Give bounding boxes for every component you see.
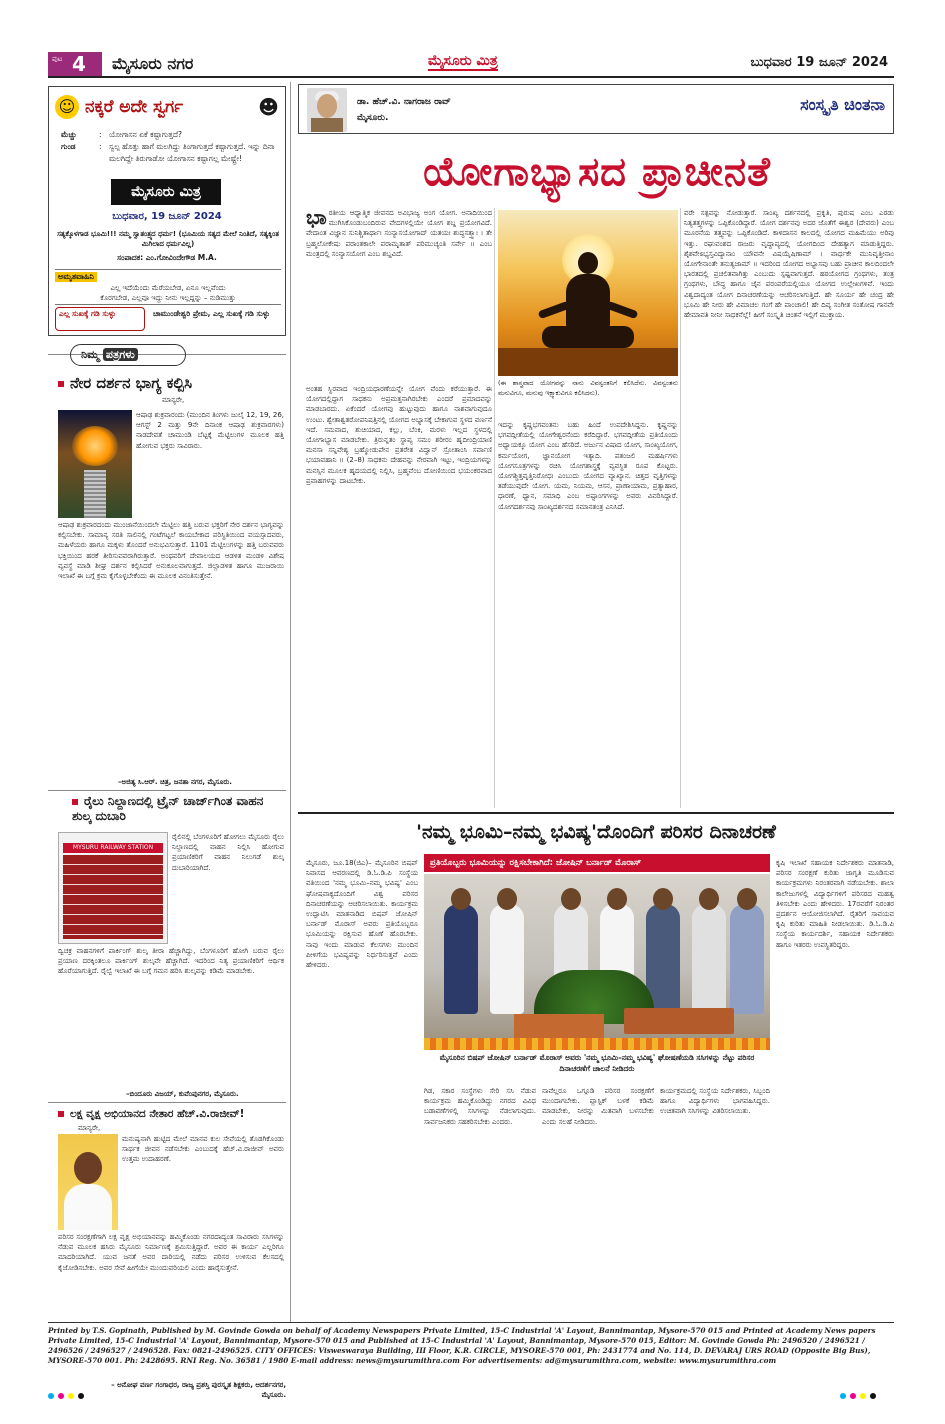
amrutha-vahini [55, 269, 281, 305]
letter-1-body-b: ಆಷಾಢ ಶುಕ್ರವಾರದಂದು ಮುಂಜಾನೆಯಿಂದಲೇ ಮೆಟ್ಟಿಲು ಹತ್ತಿ ಬರುವ ಭಕ್ತರಿಗೆ ನೇರ ದರ್ಶನ ಭಾಗ್ಯವನ್ನು ಕಲ್ಪಿಸಬೇಕು. ಸಾಮಾನ್ಯ ಸರತಿ ಸಾಲಿನಲ್ಲಿ ಗಂಟೆಗಟ್ಟಲೆ ಕಾಯಬೇಕಾದ ಪರಿಸ್ಥಿತಿಯಿಂದ ವಯಸ್ಸಾದವರು, ಮಹಿಳೆಯರು ಹಾಗೂ ಮಕ್ಕಳು ತೊಂದರೆ ಅನುಭವಿಸುತ್ತಾರೆ. 1101 ಮೆಟ್ಟಿಲುಗಳನ್ನು ಹತ್ತಿ ಬರುವವರು ಭಕ್ತಿಯಿಂದ ಹರಕೆ ತೀರಿಸುವವರಾಗಿರುತ್ತಾರೆ. ಅಂಥವರಿಗೆ ದೇವಾಲಯದ ಆಡಳಿತ ಮಂಡಳಿ ವಿಶೇಷ ವ್ಯವಸ್ಥೆ ಮಾಡಿ ಶೀಘ್ರ ದರ್ಶನ ಕಲ್ಪಿಸಿದರೆ ಅನುಕೂಲವಾಗುತ್ತದೆ. ಜಿಲ್ಲಾಡಳಿತ ಹಾಗೂ ಮುಜರಾಯಿ ಇಲಾಖೆ ಈ ಬಗ್ಗೆ ಕ್ರಮ ಕೈಗೊಳ್ಳಬೇಕೆಂದು ಈ ಮೂಲಕ ವಿನಂತಿಸುತ್ತೇನೆ. [58, 521, 284, 581]
nakkare-box [48, 86, 286, 336]
letter-1-headline: ನೇರ ದರ್ಶನ ಭಾಗ್ಯ ಕಲ್ಪಿಸಿ [58, 374, 192, 392]
column-divider [494, 208, 495, 808]
mysuru-mithra-logo: ಮೈಸೂರು ಮಿತ್ರ [111, 179, 221, 205]
environment-column-5: ಕೃಷಿ ಇಲಾಖೆ ಸಹಾಯಕ ನಿರ್ದೇಶಕರು ಮಾತನಾಡಿ, ಪರಿಸರ ಸಂರಕ್ಷಣೆ ಕುರಿತು ಜಾಗೃತಿ ಮೂಡಿಸುವ ಕಾರ್ಯಕ್ರಮಗಳು ನಿರಂತರವಾಗಿ ನಡೆಯಬೇಕು. ಶಾಲಾ ಕಾಲೇಜುಗಳಲ್ಲಿ ವಿದ್ಯಾರ್ಥಿಗಳಿಗೆ ಪರಿಸರದ ಮಹತ್ವ ತಿಳಿಸಬೇಕು ಎಂದು ಹೇಳಿದರು. 17ರವರೆಗೆ ನಿರಂತರ ಪ್ರದರ್ಶನ ಆಯೋಜಿಸಲಾಗಿದೆ. ರೈತರಿಗೆ ಸಾವಯವ ಕೃಷಿ ಕುರಿತು ಮಾಹಿತಿ ನೀಡಲಾಯಿತು. ಡಿ.ಓ.ಡಿ.ಪಿ ಸಂಸ್ಥೆಯ ಕಾರ್ಯದರ್ಶಿ, ಸಹಾಯಕ ನಿರ್ದೇಶಕರು ಹಾಗೂ ಇತರರು ಉಪಸ್ಥಿತರಿದ್ದರು. [776, 859, 894, 949]
letters-label-b: ಪತ್ರಗಳು [103, 348, 138, 361]
letter-3-salutation: ಮಾನ್ಯರೇ, [78, 1124, 101, 1132]
nakkare-joke: ಮೆಚ್ಚು : ಯೋಗಾಸನ ಏಕೆ ಕಷ್ಟಾಗುತ್ತದೆ? ಗುಂಡ : ಸ್ವಲ್ಪ ಹೊತ್ತು ಹಾಗೆ ಮಲಗಿದ್ದು ತಿಂಗಾಗುತ್ತದೆ ಕಷ್ಟಾಗುತ್ತದೆ. ಇನ್ನು ದಿನಾ ಮಲಗಿದ್ದೇ ತಿರುಗಾಡೋ ಯೋಗಾಸನ ಕಷ್ಟಾಗಲ್ಲ ಮೇಷ್ಟ್ರೇ! [61, 129, 277, 165]
nakkare-title: ನಕ್ಕರೆ ಅದೇ ಸ್ವರ್ಗ [85, 97, 184, 117]
letter-3-body-a: ಮನುಷ್ಯನಾಗಿ ಹುಟ್ಟಿದ ಮೇಲೆ ಮಾನವ ಕುಲ ಸೇವೆಯಲ್ಲಿ ತೊಡಗಿಕೊಂಡು ಸಾರ್ಥಕ ಜೀವನ ನಡೆಸಬೇಕು ಎಂಬುದಕ್ಕೆ ಹೆಚ್.ವಿ.ರಾಜೀವ್ ಅವರು ಉತ್ತಮ ಉದಾಹರಣೆ. [122, 1135, 284, 1164]
amrutha-heading: ಅಮೃತವಾಹಿನಿ [55, 272, 97, 282]
letters-label-a: ನಿಮ್ಮ [81, 348, 100, 361]
imprint-line: Printed by T.S. Gopinath, Published by M. Govinde Gowda on behalf of Academy Newspapers Private Limited, 15-C Industrial 'A' Layout, Bannimantap, Mysore-570 015 and Printed at Academy News papers Private Limited, 15-C Industrial 'A' Layout, Bannimantap, Mysore-570 015 and Published at 15-C Industrial 'A' Layout, Bannimantap, Mysore-570 015, Editor: M. Govinde Gowda Ph: 2496520 / 2496521 / 2496526 / 2496527 / 2496528. Fax: 0821-2496525. CITY OFFICES: Visweswaraya Building, III Floor, K.R. CIRCLE, MYSORE-570 001, Ph: 2431774 and No. 114, D. DEVARAJ URS ROAD (Opposite Big Bus), MYSORE-570 001. Ph: 2428695. RNI Reg. No. 36581 / 1980 E-mail address: news@mysurumithra.com For advertisements: ad@mysurumithra.com, website: www.mysurumithra.com [48, 1326, 876, 1365]
laughing-face-icon: ☺ [55, 95, 79, 119]
author-place: ಮೈಸೂರು. [357, 113, 389, 123]
footer-divider [48, 1322, 894, 1323]
article-column-1 [306, 208, 492, 382]
nakkare-tagline: ಸತ್ಯಕ್ಕೊಳಗಾಡ ಭೂಮಿ!!! ನಮ್ಮ ಸ್ವಾತಂತ್ರ್ಯದ ಧರ್ಮ! (ಭೂಮಿಯ ಸತ್ಯದ ಮೇಲೆ ನಿಂತಿದೆ, ಸತ್ಯಕ್ಕಿಂತ ಮಿಗಿಲಾದ ಧರ್ಮವಿಲ್ಲ) [57, 230, 279, 248]
amrutha-line-1: ಎಲ್ಲ ಇದೆಯೆಂದು ಮೆರೆಯಬೇಡ, ಏನೂ ಇಲ್ಲವೆಂದು [110, 284, 226, 292]
article-column-1b: ಅಂತಹ ಸ್ಥಿರವಾದ ಇಂದ್ರಿಯಧಾರಣೆಯನ್ನೇ ಯೋಗ ವೆಂದು ಕರೆಯುತ್ತಾರೆ. ಈ ಯೋಗದಲ್ಲಿದ್ದಾಗ ಸಾಧಕನು ಅಪ್ರಮತ್ತನಾಗಿರಬೇಕು ಎಂದರೆ ಪ್ರಮಾದವನ್ನು ಮಾಡಬಾರದು. ಏಕೆಂದರೆ ಯೋಗವು ಹುಟ್ಟುವುದು ಹಾಗೂ ನಾಶವಾಗುವುದೂ ಉಂಟು. ಶ್ವೇತಾಶ್ವತರೋಪನಿಷತ್ತಿನಲ್ಲಿ ಯೋಗದ ಅಭ್ಯಾಸಕ್ಕೆ ಬೇಕಾಗುವ ಸ್ಥಳದ ವರ್ಣನೆ ಇದೆ. ಸಮವಾದ, ಶುಚಿಯಾದ, ಕಲ್ಲು, ಬೆಂಕಿ, ಮರಳು ಇಲ್ಲದ ಸ್ಥಳದಲ್ಲಿ ಯೋಗಾಭ್ಯಾಸ ಮಾಡಬೇಕು. ತ್ರಿರುನ್ನತಂ ಸ್ಥಾಪ್ಯ ಸಮಂ ಶರೀರಂ ಹೃದೀಂದ್ರಿಯಾಣಿ ಮನಸಾ ಸನ್ನಿವೇಶ್ಯ ಬ್ರಹ್ಮೋಡುಪೇನ ಪ್ರತರೇತ ವಿದ್ವಾನ್ ಸ್ರೋತಾಂಸಿ ಸರ್ವಾಣಿ ಭಯಾವಹಾನಿ ॥ (2–8) ಸಾಧಕನು ದೇಹವನ್ನು ನೇರವಾಗಿ ಇಟ್ಟು, ಇಂದ್ರಿಯಗಳನ್ನು ಮನಸ್ಸಿನ ಮೂಲಕ ಹೃದಯದಲ್ಲಿ ನಿಲ್ಲಿಸಿ, ಬ್ರಹ್ಮವೆಂಬ ದೋಣಿಯಿಂದ ಭಯಂಕರವಾದ ಪ್ರವಾಹಗಳನ್ನು ದಾಟಬೇಕು. [306, 385, 492, 485]
environment-column-4: ಕಾರ್ಯಕ್ರಮದಲ್ಲಿ ಸಂಸ್ಥೆಯ ನಿರ್ದೇಶಕರು, ಸಿಬ್ಬಂದಿ ಹಾಗೂ ವಿದ್ಯಾರ್ಥಿಗಳು ಭಾಗವಹಿಸಿದ್ದರು. ಉಚಿತವಾಗಿ ಸಸಿಗಳನ್ನು ವಿತರಿಸಲಾಯಿತು. [660, 1087, 770, 1116]
environment-column-2: ಗಿಡ, ಸಕಾರ ಸಂಸ್ಥೆಗಳು ಸೇರಿ ಸಸಿ ನೆಡುವ ಕಾರ್ಯಕ್ರಮ ಹಮ್ಮಿಕೊಂಡಿದ್ದು ನಗರದ ವಿವಿಧ ಬಡಾವಣೆಗಳಲ್ಲಿ ಸಸಿಗಳನ್ನು ನೆಡಲಾಗುವುದು. ಸಾರ್ವಜನಿಕರು ಸಹಕರಿಸಬೇಕು ಎಂದರು. [424, 1087, 536, 1126]
left-column [48, 82, 286, 1399]
environment-headline: 'ನಮ್ಮ ಭೂಮಿ–ನಮ್ಮ ಭವಿಷ್ಯ'ದೊಂದಿಗೆ ಪರಿಸರ ದಿನಾಚರಣೆ [416, 821, 776, 843]
chamundi-hill-photo [58, 410, 132, 518]
cartoon-figure-icon: ☻ [258, 95, 279, 119]
article-headline: ಯೋಗಾಭ್ಯಾಸದ ಪ್ರಾಚೀನತೆ [423, 149, 771, 195]
registration-marks [840, 1392, 900, 1400]
letter-2-headline: ರೈಲು ನಿಲ್ದಾಣದಲ್ಲಿ ಟ್ರೈನ್ ಚಾರ್ಜ್‌ಗಿಂತ ವಾಹನ ಶುಲ್ಕ ದುಬಾರಿ [72, 794, 284, 824]
letter-1-signature: –ಅಜಿತ್ಯ ಸಿ.ಆರ್. ಚಿತ್ರ, ಜನತಾ ನಗರ, ಮೈಸೂರು. [118, 778, 232, 786]
page-header [48, 50, 894, 78]
author-photo [307, 88, 347, 132]
drop-cap: ಭಾ [306, 208, 327, 229]
tree-planting-photo [424, 874, 770, 1050]
edition-date: ಬುಧವಾರ 19 ಜೂನ್ 2024 [750, 55, 888, 70]
page-number: 4 [72, 52, 86, 76]
registration-marks [48, 1392, 108, 1400]
page-word: ಪುಟ [52, 55, 63, 63]
parking-board-photo [58, 832, 168, 944]
column-divider [680, 208, 681, 808]
article-column-1-text: ರತೀಯ ಆಧ್ಯಾತ್ಮಿಕ ಜೀವನದ ಅವಿಭಾಜ್ಯ ಅಂಗ ಯೋಗ. ಅನಾದಿಯಿಂದ ಮುಗಿಸಿಕೊಂಡುಬಂದಿರುವ ವೇದಗಳಲ್ಲಿಯೇ ಯೋಗ ಶಬ್ದ ಪ್ರಯೋಗವಿದೆ. ವೇದಾಂತ ವಿಜ್ಞಾನ ಸುನಿಶ್ಚಿತಾರ್ಥಾಃ ಸಂನ್ಯಾಸಯೋಗಾದ್ ಯತಯಃ ಶುದ್ಧಸತ್ತ್ವಾಃ । ತೇ ಬ್ರಹ್ಮಲೋಕೇಷು ಪರಾಂತಕಾಲೇ ಪರಾಮೃತಾತ್ ಪರಿಮುಚ್ಯಂತಿ ಸರ್ವೇ ॥ ಎಂಬ ಮಂತ್ರದಲ್ಲಿ ಸಂನ್ಯಾಸಯೋಗ ಎಂಬ ಶಬ್ದವಿದೆ. [306, 209, 492, 258]
environment-column-1: ಮೈಸೂರು, ಜೂ.18(ಜಿಎ)– ಮೈಸೂರಿನ ಬಿಷಪ್ ನಿವಾಸದ ಆವರಣದಲ್ಲಿ ಡಿ.ಓ.ಡಿ.ಪಿ ಸಂಸ್ಥೆಯ ವತಿಯಿಂದ 'ನಮ್ಮ ಭೂಮಿ–ನಮ್ಮ ಭವಿಷ್ಯ' ಎಂಬ ಘೋಷವಾಕ್ಯದೊಂದಿಗೆ ವಿಶ್ವ ಪರಿಸರ ದಿನಾಚರಣೆಯನ್ನು ಆಚರಿಸಲಾಯಿತು. ಕಾರ್ಯಕ್ರಮ ಉದ್ಘಾಟಿಸಿ ಮಾತನಾಡಿದ ಬಿಷಪ್ ಜೋಷಿನ್ ಬರ್ನಾಡ್ ಮೊರಾಸ್ ಅವರು ಪ್ರತಿಯೊಬ್ಬರೂ ಭೂಮಿಯನ್ನು ರಕ್ಷಿಸುವ ಹೊಣೆ ಹೊರಬೇಕು. ನಾವು ಇಂದು ಮಾಡುವ ಕೆಲಸಗಳು ಮುಂದಿನ ಪೀಳಿಗೆಯ ಭವಿಷ್ಯವನ್ನು ನಿರ್ಧರಿಸುತ್ತವೆ ಎಂದು ಹೇಳಿದರು. [306, 859, 418, 970]
letter-3-headline: ಲಕ್ಷ ವೃಕ್ಷ ಅಭಿಯಾನದ ನೇತಾರ ಹೆಚ್.ವಿ.ರಾಜೀವ್! [58, 1108, 244, 1121]
rajeev-portrait-photo [58, 1134, 118, 1230]
amrutha-line-2: ಕೊರಗಬೇಡ, ಎಲ್ಲವೂ ಇದ್ದು ನೀನು ಇಲ್ಲದ್ದನ್ನು – ನುಡಿಮುತ್ತು [100, 294, 236, 302]
letter-3-body-b: ಪರಿಸರ ಸಂರಕ್ಷಣೆಗಾಗಿ ಲಕ್ಷ ವೃಕ್ಷ ಅಭಿಯಾನವನ್ನು ಹಮ್ಮಿಕೊಂಡು ನಗರದಾದ್ಯಂತ ಸಾವಿರಾರು ಸಸಿಗಳನ್ನು ನೆಡುವ ಮೂಲಕ ಹಸಿರು ಮೈಸೂರು ನಿರ್ಮಾಣಕ್ಕೆ ಶ್ರಮಿಸುತ್ತಿದ್ದಾರೆ. ಅವರ ಈ ಕಾರ್ಯ ಎಲ್ಲರಿಗೂ ಮಾದರಿಯಾಗಿದೆ. ಯುವ ಜನತೆ ಅವರ ದಾರಿಯಲ್ಲಿ ನಡೆದು ಪರಿಸರ ಉಳಿಸುವ ಕೆಲಸದಲ್ಲಿ ಕೈಜೋಡಿಸಬೇಕು. ಅವರ ಸೇವೆ ಹೀಗೆಯೇ ಮುಂದುವರಿಯಲಿ ಎಂದು ಹಾರೈಸುತ್ತೇನೆ. [58, 1233, 284, 1272]
letter-1-body-a: ಆಷಾಢ ಶುಕ್ರವಾರಂದು (ಮುಂದಿನ ತಿಂಗಳು ಜುಲೈ 12, 19, 26, ಆಗಸ್ಟ್ 2 ಮತ್ತು 9ನೇ ದಿನಾಂಕ ಆಷಾಢ ಶುಕ್ರವಾರಗಳು) ನಾಡದೇವತೆ ಚಾಮುಂಡಿ ಬೆಟ್ಟಕ್ಕೆ ಮೆಟ್ಟಿಲುಗಳ ಮೂಲಕ ಹತ್ತಿ ಹೋಗುವ ಭಕ್ತರು ಸಾವಿರಾರು. [136, 411, 284, 450]
letter-2-body-b: ದ್ವಿಚಕ್ರ ವಾಹನಗಳಿಗೆ ಪಾರ್ಕಿಂಗ್ ಶುಲ್ಕ ತೀರಾ ಹೆಚ್ಚಾಗಿದ್ದು, ಬೆಂಗಳೂರಿಗೆ ಹೋಗಿ ಬರುವ ರೈಲು ಪ್ರಯಾಣ ದರಕ್ಕಿಂತಲೂ ಪಾರ್ಕಿಂಗ್ ಶುಲ್ಕವೇ ಹೆಚ್ಚಾಗಿದೆ. ಇದರಿಂದ ನಿತ್ಯ ಪ್ರಯಾಣಿಕರಿಗೆ ಆರ್ಥಿಕ ಹೊರೆಯಾಗುತ್ತಿದೆ. ರೈಲ್ವೆ ಇಲಾಖೆ ಈ ಬಗ್ಗೆ ಗಮನ ಹರಿಸಿ ಶುಲ್ಕವನ್ನು ಕಡಿಮೆ ಮಾಡಬೇಕು. [58, 947, 284, 976]
column-divider [290, 82, 291, 1322]
letter-3-signature: – ಅನೋಘ ವರ್ಣ ಗಂಗಾಧರ, ರಾಜ್ಯ ಪ್ರಶಸ್ತಿ ಪುರಸ್ಕೃತ ಶಿಕ್ಷಕರು, ಆದರ್ಶನಗರ, ಮೈಸೂರು. [111, 1381, 286, 1399]
photo-caption: (ಈ ಶಾಸ್ತ್ರವಾದ ಯೋಗವನ್ನು ನಾನು ವಿವಸ್ವಂತನಿಗೆ ಕಲಿಸಿದೆನು. ವಿವಸ್ವಂತನು ಮನುವಿಗೂ, ಮನುವು ಇಕ್ಷ್ವಾಕುವಿಗೂ ಕಲಿಸಿದನು). [498, 379, 678, 398]
section-divider [298, 812, 894, 814]
question-text: ಯೋಗಾಸನ ಏಕೆ ಕಷ್ಟಾಗುತ್ತದೆ? [109, 130, 182, 139]
environment-column-3: ನಾವೆಲ್ಲರೂ ಒಗ್ಗೂಡಿ ಪರಿಸರ ಸಂರಕ್ಷಣೆಗೆ ಮುಂದಾಗಬೇಕು. ಪ್ಲಾಸ್ಟಿಕ್ ಬಳಕೆ ಕಡಿಮೆ ಮಾಡಬೇಕು, ನೀರನ್ನು ಮಿತವಾಗಿ ಬಳಸಬೇಕು ಎಂದು ಸಲಹೆ ನೀಡಿದರು. [542, 1087, 654, 1126]
letter-2-body-a: ರೈಲಿನಲ್ಲಿ ಬೆಂಗಳೂರಿಗೆ ಹೋಗಲು ಮೈಸೂರು ರೈಲು ನಿಲ್ದಾಣದಲ್ಲಿ ವಾಹನ ನಿಲ್ಲಿಸಿ ಹೋಗುವ ಪ್ರಯಾಣಿಕರಿಗೆ ವಾಹನ ನಿಲುಗಡೆ ಶುಲ್ಕ ದುಬಾರಿಯಾಗಿದೆ. [172, 833, 284, 872]
divider [48, 1102, 286, 1103]
nakkare-date: ಬುಧವಾರ, 19 ಜೂನ್ 2024 [112, 211, 222, 222]
column-name: ಸಂಸ್ಕೃತಿ ಚಿಂತನಾ [800, 95, 885, 114]
yoga-meditation-photo [498, 210, 678, 376]
letter-1-salutation: ಮಾನ್ಯರೇ, [162, 396, 185, 404]
parking-board-title: MYSURU RAILWAY STATION [63, 843, 163, 853]
question-label: ಮೆಚ್ಚು [61, 130, 77, 139]
author-name: ಡಾ. ಹೆಚ್.ವಿ. ನಾಗರಾಜ ರಾವ್ [357, 97, 451, 107]
article-column-3: ವರೇ ಸತ್ಪವನ್ನು ನೋಡುತ್ತಾರೆ. ಸಾಂಖ್ಯ ದರ್ಶನದಲ್ಲಿ ಪ್ರಕೃತಿ, ಪುರುಷ ಎಂಬ ಎರಡು ನಿತ್ಯತತ್ತ್ವಗಳನ್ನು ಒಪ್ಪಿಕೊಂಡಿದ್ದಾರೆ. ಯೋಗ ದರ್ಶನವು ಅದರ ಜೊತೆಗೆ ಈಶ್ವರ (ದೇವರು) ಎಂಬ ಮೂರನೆಯ ತತ್ತ್ವವನ್ನು ಒಪ್ಪಿಕೊಂಡಿದೆ. ಕಾಳಿದಾಸನ ಕಾಲದಲ್ಲಿ ಯೋಗದ ಮಹಿಮೆಯು ಅರಿವು ಇತ್ತು. ರಘುವಂಶದ ರಾಜರು ವೃದ್ಧಾಪ್ಯದಲ್ಲಿ ಯೋಗದಿಂದ ದೇಹತ್ಯಾಗ ಮಾಡುತ್ತಿದ್ದರು. ಶೈಶವೇಽಭ್ಯಸ್ತವಿದ್ಯಾನಾಂ ಯೌವನೇ ವಿಷಯೈಷಿಣಾಮ್ । ವಾರ್ಧಕೇ ಮುನಿವೃತ್ತೀನಾಂ ಯೋಗೇನಾಂತೇ ತನುತ್ಯಜಾಮ್ ॥ ಇದರಿಂದ ಯೋಗದ ಅಭ್ಯಾಸವು ಬಹು ಪ್ರಾಚೀನ ಕಾಲದಿಂದಲೇ ಭಾರತದಲ್ಲಿ ಪ್ರಚಲಿತವಾಗಿತ್ತು ಎಂಬುದು ಸ್ಪಷ್ಟವಾಗುತ್ತದೆ. ಹಠಯೋಗದ ಗ್ರಂಥಗಳು, ತಂತ್ರ ಗ್ರಂಥಗಳು, ಬೌದ್ಧ ಹಾಗೂ ಜೈನ ಪರಂಪರೆಯಲ್ಲಿಯೂ ಯೋಗದ ಉಲ್ಲೇಖಗಳಿವೆ. ಇಂದು ವಿಶ್ವದಾದ್ಯಂತ ಯೋಗ ದಿನಾಚರಣೆಯನ್ನು ಆಚರಿಸಲಾಗುತ್ತಿದೆ. ಹೇ ಸೂರ್ಯ ಹೇ ಚಂದ್ರ ಹೇ ಭೂಮಿ ಹೇ ನೀರು ಹೇ ವಿಮಾಚಲ ಗಂಗೆ ಹೇ ಪಾಂಚಾಲಿ! ಹೇ ದಿವ್ಯ ಸಂಗೀತ ಸಂತೋಷ ಗಾನವೇ ಹೇಮಾವತಿ ನೀನೀ ಸಾಧಕನೆಲ್ಲೆ! ಹೀಗೆ ಸಂಸ್ಕೃತಿ ಚಿಂತನೆ ಇಲ್ಲಿಗೆ ಮುಕ್ತಾಯ. [684, 209, 894, 320]
divider [48, 790, 286, 791]
answer-label: ಗುಂಡ [61, 142, 76, 151]
editor-credit: ಸಂಪಾದಕ: ಎಂ.ಗೋವಿಂದೇಗೌಡ M.A. [117, 253, 217, 262]
page-number-tag [48, 52, 102, 76]
nakkare-header [55, 95, 279, 123]
environment-subheadline: ಪ್ರತಿಯೊಬ್ಬರು ಭೂಮಿಯನ್ನು ರಕ್ಷಿಸಬೇಕಾಗಿದೆ: ಜೋಷಿನ್ ಬರ್ನಾಡ್ ಮೊರಾಸ್ [424, 854, 770, 872]
photo-caption: ಮೈಸೂರಿನ ಬಿಷಪ್ ಜೋಷಿನ್ ಬರ್ನಾಡ್ ಮೊರಾಸ್ ಅವರು 'ನಮ್ಮ ಭೂಮಿ–ನಮ್ಮ ಭವಿಷ್ಯ' ಘೋಷಣೆಯಡಿ ಸಸಿಗಳನ್ನು ನೆಟ್ಟು ಪರಿಸರ ದಿನಾಚರಣೆಗೆ ಚಾಲನೆ ನೀಡಿದರು [439, 1053, 755, 1073]
letters-section-label [70, 344, 186, 366]
masthead: ಮೈಸೂರು ಮಿತ್ರ [428, 53, 498, 69]
ellu-text: ಚಾಮುಂಡೇಶ್ವರಿ ಪ್ರೇಮ, ಎಲ್ಲ ಸುಖಕ್ಕೆ ಗಡಿ ಸುಳ್ಳು [153, 309, 270, 318]
answer-text: ಸ್ವಲ್ಪ ಹೊತ್ತು ಹಾಗೆ ಮಲಗಿದ್ದು ತಿಂಗಾಗುತ್ತದೆ ಕಷ್ಟಾಗುತ್ತದೆ. ಇನ್ನು ದಿನಾ ಮಲಗಿದ್ದೇ ತಿರುಗಾಡೋ ಯೋಗಾಸನ ಕಷ್ಟಾಗಲ್ಲ ಮೇಷ್ಟ್ರೇ! [109, 142, 275, 163]
ellu-strip [55, 307, 281, 333]
column-banner [298, 84, 894, 134]
article-column-2: ಇದನ್ನು ಕೃಷ್ಣಭಗವಂತನು ಬಹು ಹಿಂದೆ ಉಪದೇಶಿಸಿದ್ದನು. ಕೃಷ್ಣನನ್ನು ಭಗವದ್ಗೀತೆಯಲ್ಲಿ ಯೋಗೇಶ್ವರನೆಂದು ಕರೆದಿದ್ದಾರೆ. ಭಗವದ್ಗೀತೆಯ ಪ್ರತಿಯೊಂದು ಅಧ್ಯಾಯಕ್ಕೂ ಯೋಗ ಎಂಬ ಹೆಸರಿದೆ. ಅರ್ಜುನ ವಿಷಾದ ಯೋಗ, ಸಾಂಖ್ಯಯೋಗ, ಕರ್ಮಯೋಗ, ಜ್ಞಾನಯೋಗ ಇತ್ಯಾದಿ. ಪತಂಜಲಿ ಮಹರ್ಷಿಗಳು ಯೋಗಸೂತ್ರಗಳನ್ನು ರಚಿಸಿ ಯೋಗಶಾಸ್ತ್ರಕ್ಕೆ ವ್ಯವಸ್ಥಿತ ರೂಪ ಕೊಟ್ಟರು. ಯೋಗಶ್ಚಿತ್ತವೃತ್ತಿನಿರೋಧಃ ಎಂಬುದು ಯೋಗದ ವ್ಯಾಖ್ಯಾನ. ಚಿತ್ತದ ವೃತ್ತಿಗಳನ್ನು ತಡೆಯುವುದೇ ಯೋಗ. ಯಮ, ನಿಯಮ, ಆಸನ, ಪ್ರಾಣಾಯಾಮ, ಪ್ರತ್ಯಾಹಾರ, ಧಾರಣೆ, ಧ್ಯಾನ, ಸಮಾಧಿ ಎಂಬ ಅಷ್ಟಾಂಗಗಳನ್ನು ಅವರು ವಿವರಿಸಿದ್ದಾರೆ. ಯೋಗದರ್ಶನವು ಸಾಂಖ್ಯದರ್ಶನದ ಸಮಾನತಂತ್ರ ಎನಿಸಿದೆ. [498, 421, 678, 511]
section-title: ಮೈಸೂರು ನಗರ [112, 54, 194, 73]
letter-2-signature: –ಬಿಂದೂರು ವಿಜಯ್, ಕುವೆಂಪುನಗರ, ಮೈಸೂರು. [126, 1090, 239, 1098]
ellu-badge: ಎಲ್ಲ ಸುಖಕ್ಕೆ ಗಡಿ ಸುಳ್ಳು [55, 307, 145, 331]
